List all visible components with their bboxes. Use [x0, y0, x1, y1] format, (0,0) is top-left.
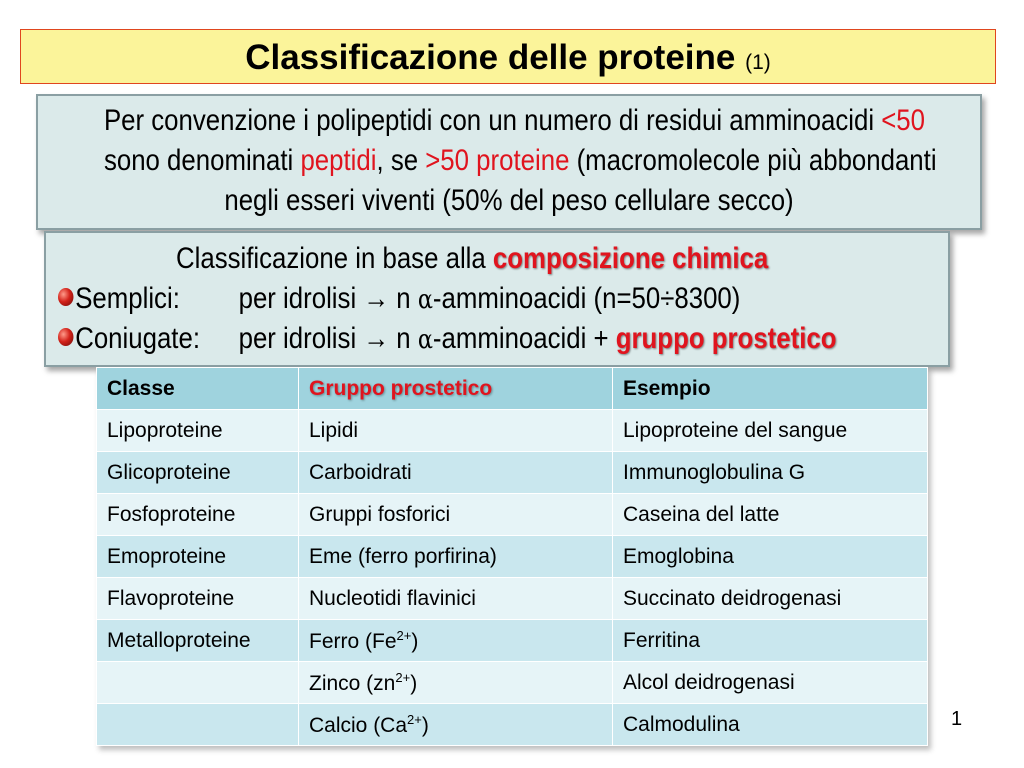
protein-table [96, 367, 928, 746]
table-row: Glicoproteine Carboidrati Immunoglobulina G [97, 452, 928, 494]
bullet-icon [58, 328, 73, 346]
conjugated-label: Coniugate: [75, 322, 200, 355]
table-header-row [97, 368, 928, 410]
simple-label: Semplici: [75, 282, 180, 315]
slide-title: Classificazione delle proteine (1) [245, 38, 771, 77]
simple-proteins-row [58, 279, 741, 319]
classification-heading: Classificazione in base alla composizione chimica [176, 242, 769, 275]
intro-line-3: negli esseri viventi (50% del peso cellulare secco) [224, 184, 794, 217]
intro-line-2: sono denominati peptidi, se >50 proteine (macromolecole più abbondanti [103, 144, 937, 177]
bullet-icon [58, 288, 73, 306]
slide-title-number: (1) [745, 51, 771, 74]
intro-line-1: Per convenzione i polipeptidi con un numero di residui amminoacidi <50 [103, 104, 926, 137]
table-row: Metalloproteine Ferro $(Fe^{2+})$ Ferritina [97, 620, 928, 662]
table-row: Lipoproteine Lipidi Lipoproteine del sangue [97, 410, 928, 452]
conjugated-description: per idrolisi → n α-amminoacidi + gruppo prostetico [238, 322, 837, 355]
page-number: 1 [951, 708, 963, 730]
header-classe: Classe [97, 368, 299, 410]
intro-box [36, 94, 982, 230]
table-row: Emoproteine Eme (ferro porfirina) Emoglobina [97, 536, 928, 578]
title-banner [20, 29, 996, 84]
header-esempio: Esempio [613, 368, 928, 410]
classification-box [44, 231, 950, 367]
table-row: Zinco $(zn^{2+})$ Alcol deidrogenasi [97, 662, 928, 704]
conjugated-proteins-row [58, 319, 837, 359]
header-gruppo: Gruppo prostetico [299, 368, 613, 410]
table-row: Flavoproteine Nucleotidi flavinici Succinato deidrogenasi [97, 578, 928, 620]
table-row: Calcio $(Ca^{2+})$ Calmodulina [97, 704, 928, 746]
simple-description: per idrolisi → n α-amminoacidi (n=50÷8300) [238, 282, 741, 315]
table-row: Fosfoproteine Gruppi fosforici Caseina del latte [97, 494, 928, 536]
